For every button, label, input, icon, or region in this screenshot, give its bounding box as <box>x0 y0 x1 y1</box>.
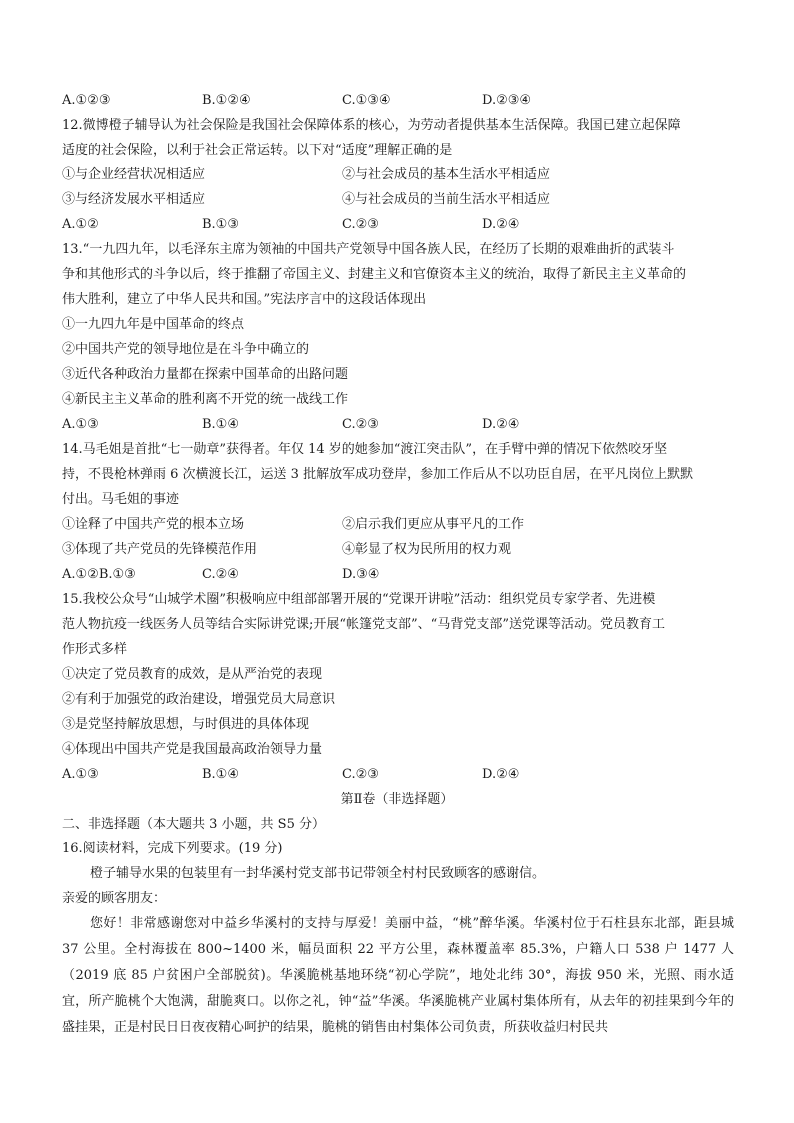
section-heading: 二、非选择题（本大题共 3 小题，共 S5 分） <box>62 817 325 832</box>
q12-item-1: ①与企业经营状况相适应 <box>62 167 206 182</box>
q12-option-a: A.①② <box>62 217 99 232</box>
q11-option-d: D.②③④ <box>482 93 532 108</box>
q14-item-4: ④彰显了权为民所用的权力观 <box>342 542 512 557</box>
q11-option-a: A.①②③ <box>62 93 111 108</box>
q14-option-d: D.③④ <box>342 567 380 582</box>
q14-option-c: C.②④ <box>202 567 239 582</box>
q13-item-2: ②中国共产党的领导地位是在斗争中确立的 <box>62 342 310 357</box>
q15-option-c: C.②③ <box>342 767 379 782</box>
q15-stem-line1: 15.我校公众号“山城学术圈”积极响应中组部部署开展的“党课开讲啦”活动：组织党员专家学者、先进模 <box>62 592 656 607</box>
q14-stem-line1: 14.马毛姐是首批“七一勋章”获得者。年仅 14 岁的她参加“渡江突击队”，在手臂中弹的情况下依然咬牙坚 <box>62 442 668 457</box>
q14-item-1: ①诠释了中国共产党的根本立场 <box>62 517 245 532</box>
q12-option-c: C.②③ <box>342 217 379 232</box>
q16-letter-body: 您好！非常感谢您对中益乡华溪村的支持与厚爱！美丽中益，“桃”醉华溪。华溪村位于石柱县东北部，距县城 37 公里。全村海拔在 800~1400 米，幅员面积 22 平方公里，森林覆盖率 85.3%，户籍人口 538 户 1477 人（2019 底 85 户贫困户全部脱贫)。华溪脆桃基地环绕“初心学院”，地处北纬 30°，海拔 950 米，光照、雨水适宜，所产脆桃个大饱满，甜脆爽口。以你之礼，钟“益”华溪。华溪脆桃产业属村集体所有，从去年的初挂果到今年的盛挂果，正是村民日日夜夜精心呵护的结果，脆桃的销售由村集体公司负责，所获收益归村民共 <box>62 916 734 1035</box>
q13-option-c: C.②③ <box>342 417 379 432</box>
q15-item-4: ④体现出中国共产党是我国最高政治领导力量 <box>62 742 323 757</box>
q12-item-3: ③与经济发展水平相适应 <box>62 192 206 207</box>
q14-item-2: ②启示我们更应从事平凡的工作 <box>342 517 525 532</box>
q15-option-d: D.②④ <box>482 767 520 782</box>
q12-item-2: ②与社会成员的基本生活水平相适应 <box>342 167 551 182</box>
q12-stem-line1: 12.微博橙子辅导认为社会保险是我国社会保障体系的核心，为劳动者提供基本生活保障。我国已建立起保障 <box>62 118 681 133</box>
q13-stem-line2: 争和其他形式的斗争以后，终于推翻了帝国主义、封建主义和官僚资本主义的统治，取得了新民主主义革命的 <box>62 267 687 282</box>
q12-item-4: ④与社会成员的当前生活水平相适应 <box>342 192 551 207</box>
q13-option-a: A.①③ <box>62 417 99 432</box>
q13-stem-line3: 伟大胜利，建立了中华人民共和国。”宪法序言中的这段话体现出 <box>62 292 427 307</box>
q15-option-b: B.①④ <box>202 767 239 782</box>
q16-stem: 16.阅读材料，完成下列要求。(19 分) <box>62 841 283 856</box>
q14-item-3: ③体现了共产党员的先锋模范作用 <box>62 542 258 557</box>
q14-stem-line3: 付出。马毛姐的事迹 <box>62 492 180 507</box>
q13-item-1: ①一九四九年是中国革命的终点 <box>62 317 245 332</box>
q15-stem-line2: 范人物抗疫一线医务人员等结合实际讲党课;开展“帐篷党支部”、“马背党支部”送党课等活动。党员教育工 <box>62 617 665 632</box>
q11-option-c: C.①③④ <box>342 93 391 108</box>
q13-option-d: D.②④ <box>482 417 520 432</box>
q15-item-2: ②有利于加强党的政治建设，增强党员大局意识 <box>62 692 336 707</box>
q14-stem-line2: 持，不畏枪林弹雨 6 次横渡长江，运送 3 批解放军成功登岸，参加工作后从不以功臣自居，在平凡岗位上默默 <box>62 467 694 482</box>
q15-stem-line3: 作形式多样 <box>62 642 128 657</box>
q16-greeting: 亲爱的顾客朋友： <box>62 891 167 906</box>
q15-item-1: ①决定了党员教育的成效，是从严治党的表现 <box>62 667 323 682</box>
q12-option-d: D.②④ <box>482 217 520 232</box>
q13-option-b: B.①④ <box>202 417 239 432</box>
q15-item-3: ③是党坚持解放思想，与时俱进的具体体现 <box>62 717 310 732</box>
volume-title: 第Ⅱ卷（非选择题） <box>340 792 454 807</box>
q13-item-4: ④新民主主义革命的胜利离不开党的统一战线工作 <box>62 392 349 407</box>
q15-option-a: A.①③ <box>62 767 99 782</box>
q11-option-b: B.①②④ <box>202 93 251 108</box>
q14-option-ab: A.①②B.①③ <box>62 567 136 582</box>
q13-item-3: ③近代各种政治力量都在探索中国革命的出路问题 <box>62 367 349 382</box>
q13-stem-line1: 13.“一九四九年，以毛泽东主席为领袖的中国共产党领导中国各族人民，在经历了长期的艰难曲折的武装斗 <box>62 242 675 257</box>
q12-option-b: B.①③ <box>202 217 239 232</box>
q16-intro: 橙子辅导水果的包装里有一封华溪村党支部书记带领全村村民致顾客的感谢信。 <box>90 866 546 881</box>
q12-stem-line2: 适度的社会保险，以利于社会正常运转。以下对“适度”理解正确的是 <box>62 143 453 158</box>
